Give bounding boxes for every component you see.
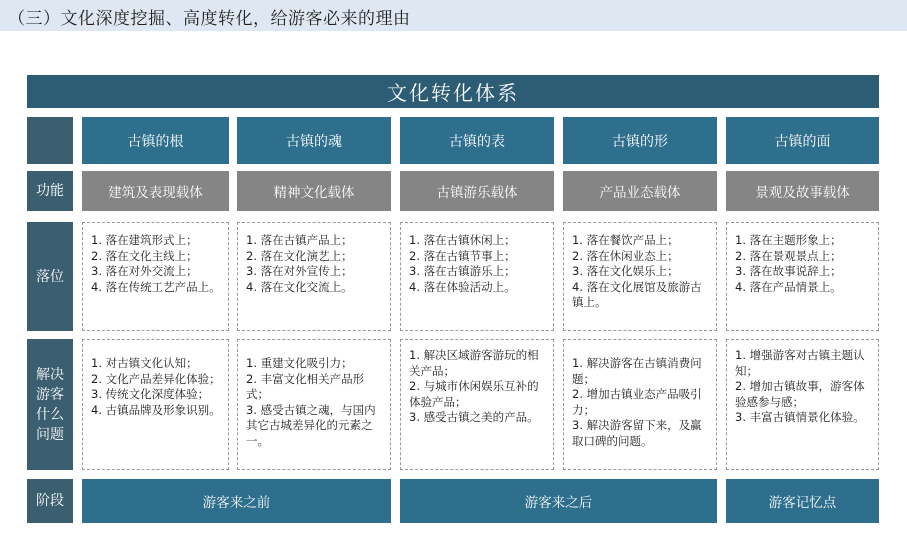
list-item: 3. 落在文化娱乐上；: [572, 264, 679, 278]
list-item: 2. 丰富文化相关产品形式；: [246, 371, 365, 401]
list-item: 3. 传统文化深度体验；: [91, 387, 210, 401]
function-cell-soul: 精神文化载体: [237, 171, 391, 211]
column-header-soul: 古镇的魂: [237, 117, 391, 164]
list-item: 2. 落在文化主线上；: [91, 248, 198, 263]
list-item: 2. 落在文化演艺上；: [246, 248, 353, 263]
list-item: 4. 落在产品情景上。: [735, 279, 842, 294]
list-item: 3. 感受古镇之美的产品。: [409, 410, 539, 424]
list-item: 4. 落在体验活动上。: [409, 279, 516, 294]
solve-cell-face: [726, 339, 879, 470]
list-item: 3. 感受古镇之魂，与国内其它古城差异化的元素之一。: [246, 402, 376, 448]
list-item: 4. 落在文化交流上。: [246, 279, 353, 294]
list-item: 4. 古镇品牌及形象识别。: [91, 402, 221, 417]
list-item: 3. 落在故事说辞上；: [735, 264, 842, 278]
solve-cell-surface: [400, 339, 554, 470]
list-item: 2. 增加古镇故事，游客体验感参与感；: [735, 379, 865, 409]
list-item: 3. 落在对外交流上；: [91, 264, 198, 278]
list-item: 1. 解决游客在古镇消费问题；: [572, 356, 702, 386]
list-item: 2. 增加古镇业态产品吸引力；: [572, 387, 702, 417]
column-header-surface: 古镇的表: [400, 117, 554, 164]
list-item: 1. 落在古镇休闲上；: [409, 233, 516, 247]
list-item: 3. 落在古镇游乐上；: [409, 264, 516, 278]
row-label-function: 功能: [27, 171, 73, 211]
stage-after-visit: 游客来之后: [400, 479, 717, 523]
row-label-position: 落位: [27, 222, 73, 331]
column-header-face: 古镇的面: [726, 117, 879, 164]
solve-cell-root: [82, 339, 229, 470]
list-item: 3. 落在对外宣传上；: [246, 264, 353, 278]
list-item: 2. 落在景观景点上；: [735, 248, 842, 263]
list-item: 4. 落在文化展馆及旅游古镇上。: [572, 279, 702, 309]
list-item: 2. 落在古镇节事上；: [409, 248, 516, 263]
column-header-root: 古镇的根: [82, 117, 229, 164]
page-title: （三）文化深度挖掘、高度转化，给游客必来的理由: [8, 9, 411, 29]
list-item: 1. 重建文化吸引力；: [246, 356, 353, 370]
list-item: 1. 落在主题形象上；: [735, 233, 842, 247]
function-cell-root: 建筑及表现载体: [82, 171, 229, 211]
position-cell-form: [563, 222, 717, 331]
function-cell-surface: 古镇游乐载体: [400, 171, 554, 211]
list-item: 4. 落在传统工艺产品上。: [91, 279, 221, 294]
solve-cell-form: [563, 339, 717, 470]
row-label-stage: 阶段: [27, 479, 73, 523]
list-item: 2. 落在休闲业态上；: [572, 248, 679, 263]
stage-before-visit: 游客来之前: [82, 479, 391, 523]
corner-cell: [27, 117, 73, 164]
function-cell-face: 景观及故事载体: [726, 171, 879, 211]
position-cell-root: [82, 222, 229, 331]
list-item: 1. 对古镇文化认知；: [91, 356, 198, 370]
list-item: 1. 落在餐饮产品上；: [572, 233, 679, 247]
list-item: 3. 解决游客留下来，及赢取口碑的问题。: [572, 418, 702, 448]
row-label-solve: 解决游客什么问题: [27, 339, 73, 470]
list-item: 3. 丰富古镇情景化体验。: [735, 410, 865, 424]
position-cell-soul: [237, 222, 391, 331]
stage-memory-point: 游客记忆点: [726, 479, 879, 523]
column-header-form: 古镇的形: [563, 117, 717, 164]
list-item: 1. 落在古镇产品上；: [246, 233, 353, 247]
solve-cell-soul: [237, 339, 391, 470]
list-item: 1. 增强游客对古镇主题认知；: [735, 348, 865, 378]
position-cell-face: [726, 222, 879, 331]
position-cell-surface: [400, 222, 554, 331]
diagram-title-banner: 文化转化体系: [27, 75, 879, 108]
list-item: 2. 文化产品差异化体验；: [91, 371, 221, 386]
function-cell-form: 产品业态载体: [563, 171, 717, 211]
list-item: 1. 解决区域游客游玩的相关产品；: [409, 348, 539, 378]
list-item: 1. 落在建筑形式上；: [91, 233, 198, 247]
list-item: 2. 与城市休闲娱乐互补的体验产品；: [409, 379, 539, 409]
